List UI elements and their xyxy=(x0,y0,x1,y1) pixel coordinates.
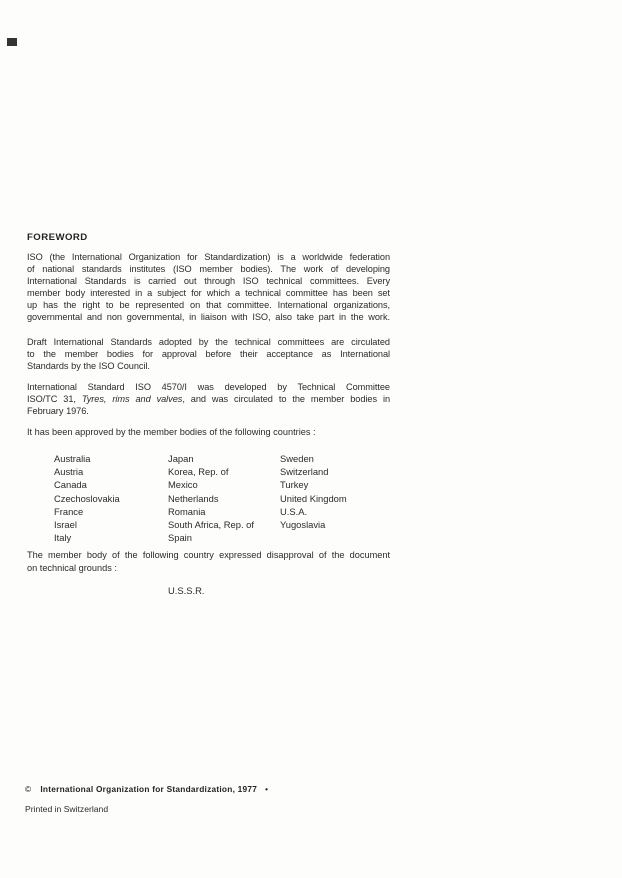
country-item: France xyxy=(54,505,84,517)
country-item: Switzerland xyxy=(280,466,329,478)
foreword-heading: FOREWORD xyxy=(27,232,88,243)
scan-artifact-mark xyxy=(7,38,17,46)
country-item: Sweden xyxy=(280,453,314,464)
copyright-icon: © xyxy=(25,784,32,794)
paragraph-iso-description xyxy=(27,251,390,323)
printed-in-line: Printed in Switzerland xyxy=(25,804,109,814)
paragraph-line: governmental and non governmental, in liaison with ISO, also take part in the work. xyxy=(27,312,390,322)
standard-title-italic: Tyres, rims and valves xyxy=(81,394,183,404)
country-item: Romania xyxy=(168,505,206,517)
paragraph-line: Standards by the ISO Council. xyxy=(27,361,150,371)
country-item: Canada xyxy=(54,479,87,491)
country-item: South Africa, Rep. of xyxy=(168,519,254,531)
country-item: Spain xyxy=(168,532,192,544)
paragraph-line xyxy=(27,393,390,405)
country-item: Japan xyxy=(168,453,194,464)
approval-intro: It has been approved by the member bodies of the following countries : xyxy=(27,427,316,437)
paragraph-standard-development xyxy=(27,381,390,417)
country-item: Czechoslovakia xyxy=(54,492,120,504)
country-item: U.S.A. xyxy=(280,505,308,517)
paragraph-line: International Standard ISO 4570/I was developed by Technical Committee xyxy=(27,382,390,392)
country-column-3 xyxy=(280,452,347,531)
country-item: United Kingdom xyxy=(280,492,347,504)
paragraph-line: of national standards institutes (ISO member bodies). The work of developing xyxy=(27,264,390,274)
country-item: Australia xyxy=(54,453,91,464)
country-item: Mexico xyxy=(168,479,198,491)
country-item: Italy xyxy=(54,532,72,544)
paragraph-line-segment: ISO/TC 31, xyxy=(27,394,82,404)
copyright-line xyxy=(25,784,268,794)
paragraph-line: member body interested in a subject for which a technical committee has been set xyxy=(27,288,390,298)
country-column-2 xyxy=(168,452,254,544)
country-list xyxy=(54,452,474,548)
paragraph-line: International Standards is carried out through ISO technical committees. Every xyxy=(27,276,390,286)
paragraph-line: February 1976. xyxy=(27,406,89,416)
paragraph-line: ISO (the International Organization for Standardization) is a worldwide federation xyxy=(27,252,390,262)
paragraph-line: The member body of the following country expressed disapproval of the document xyxy=(27,550,390,560)
country-column-1 xyxy=(54,452,120,544)
paragraph-line-segment: , and was circulated to the member bodies in xyxy=(182,394,390,404)
country-item: Yugoslavia xyxy=(280,519,326,531)
country-item: Netherlands xyxy=(168,492,219,504)
paragraph-line: to the member bodies for approval before their acceptance as International xyxy=(27,349,390,359)
disapproval-paragraph xyxy=(27,549,390,575)
country-item: Turkey xyxy=(280,479,309,491)
paragraph-line: Draft International Standards adopted by the technical committees are circulated xyxy=(27,337,390,347)
paragraph-line: up has the right to be represented on that committee. International organizations, xyxy=(27,300,390,310)
paragraph-draft-standards xyxy=(27,336,390,372)
country-item: Korea, Rep. of xyxy=(168,466,229,478)
country-item: Austria xyxy=(54,466,84,478)
country-item: Israel xyxy=(54,519,77,531)
paragraph-line: on technical grounds : xyxy=(27,563,117,573)
disapproving-country: U.S.S.R. xyxy=(168,585,205,596)
bullet-icon: • xyxy=(265,785,269,794)
copyright-text: International Organization for Standardization, 1977 xyxy=(40,784,258,794)
